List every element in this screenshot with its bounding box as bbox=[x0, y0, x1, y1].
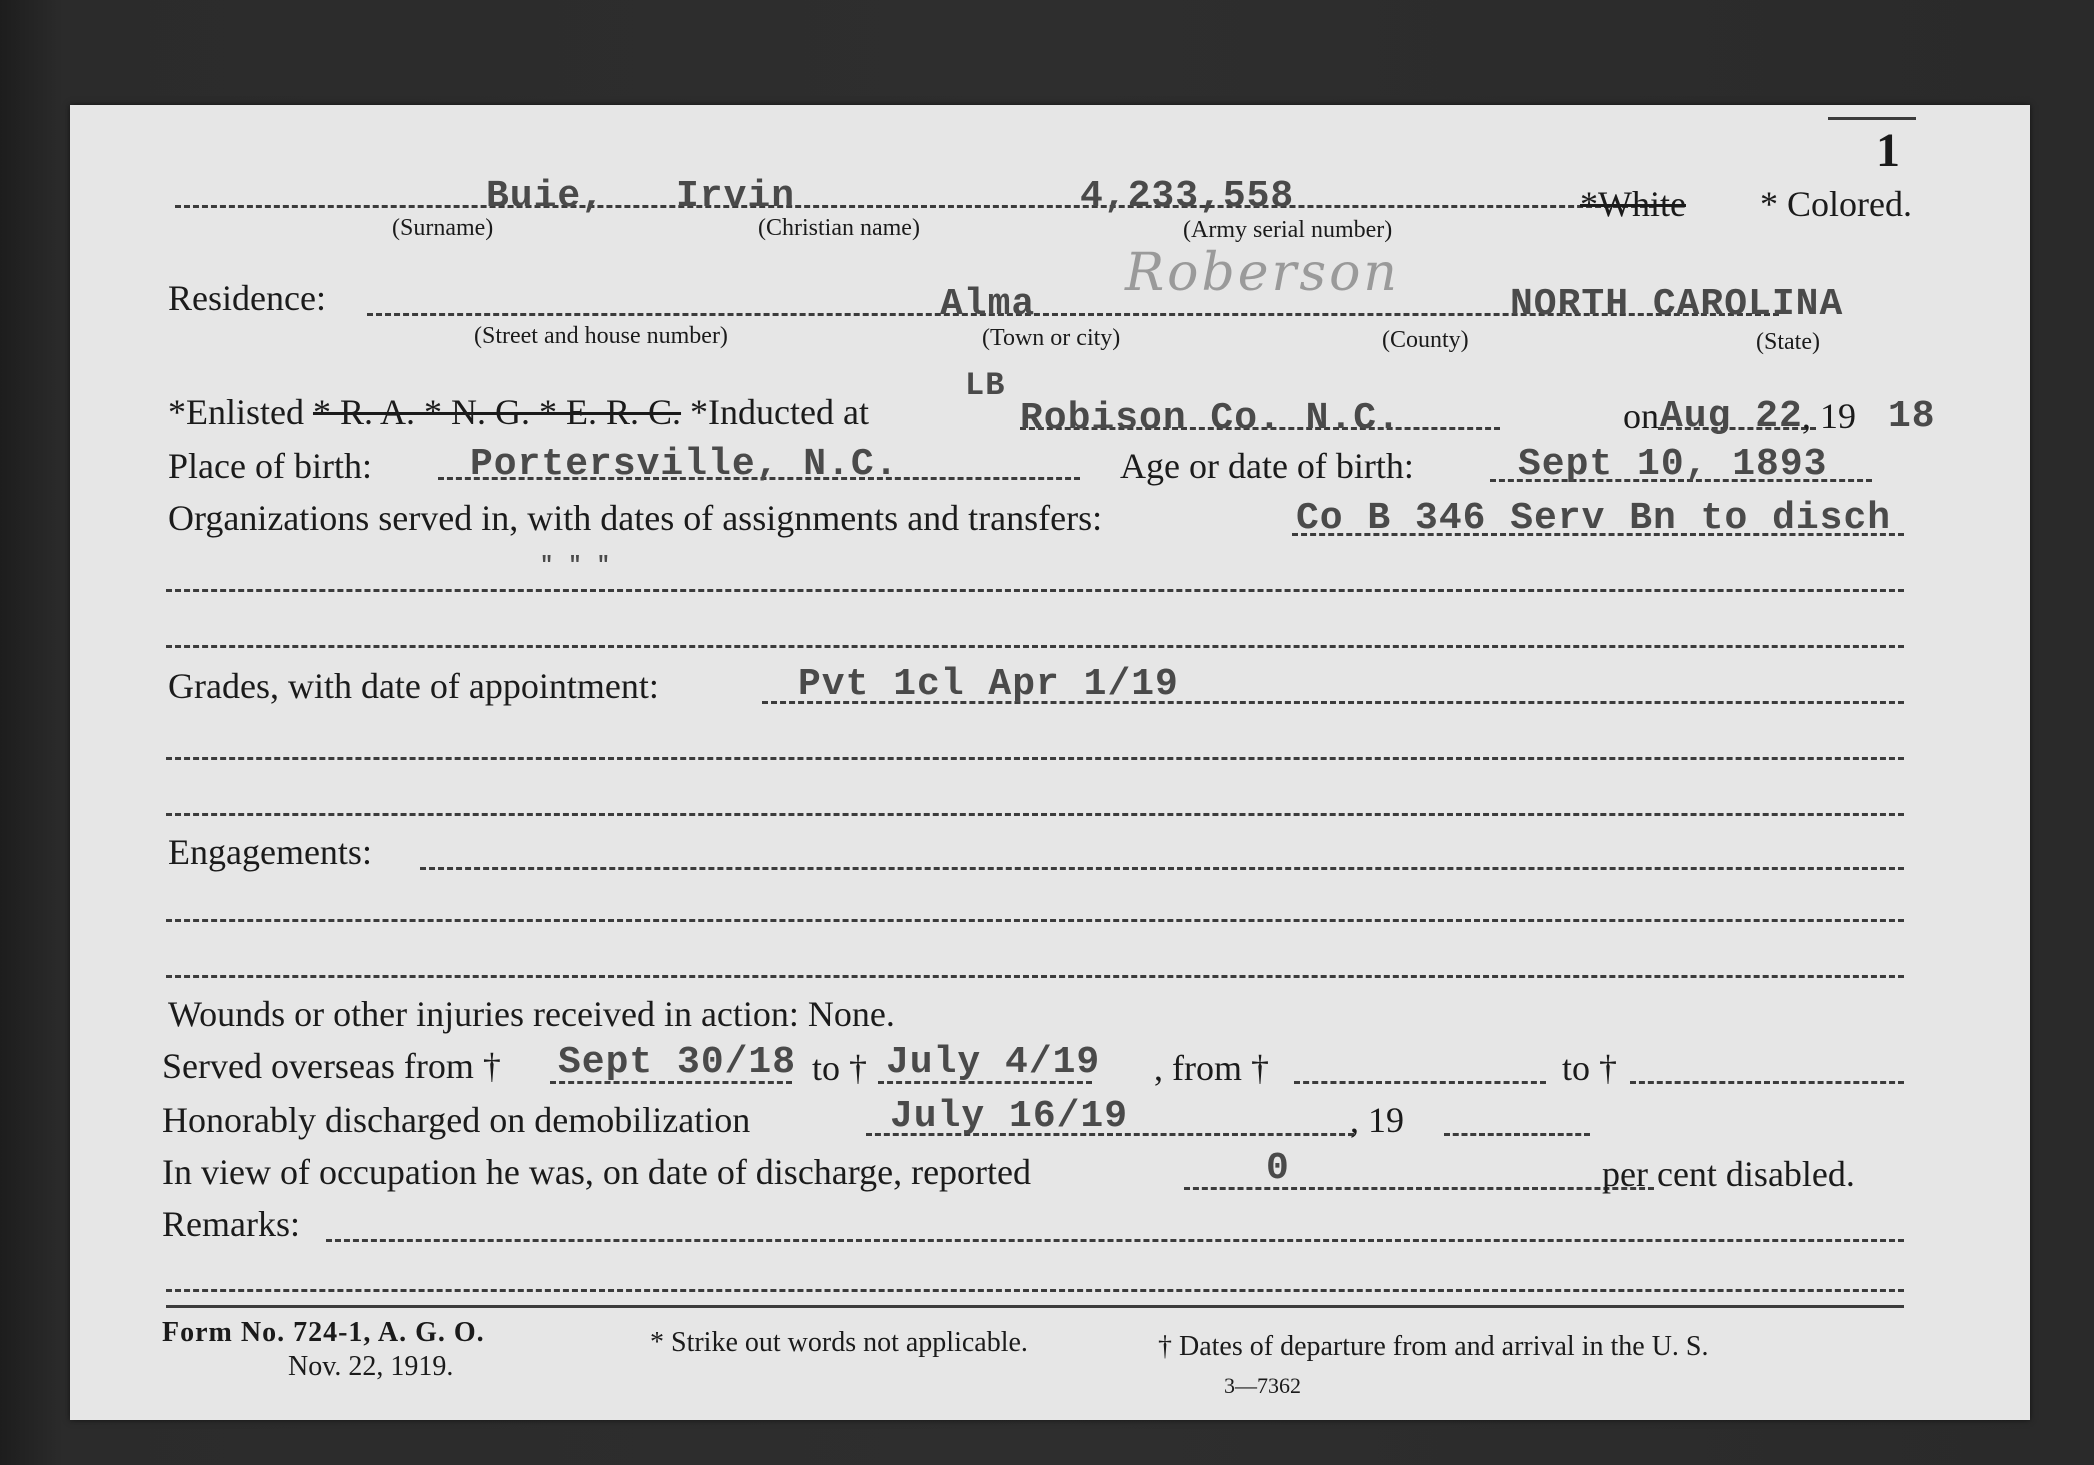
engagements-line-3 bbox=[166, 975, 1904, 978]
discharge-year-line bbox=[1444, 1133, 1590, 1136]
overseas-to-value: July 4/19 bbox=[886, 1041, 1101, 1084]
remarks-line-2 bbox=[166, 1289, 1904, 1292]
street-label: (Street and house number) bbox=[474, 323, 728, 349]
overseas-from-value: Sept 30/18 bbox=[558, 1041, 797, 1084]
birth-date-value: Sept 10, 1893 bbox=[1518, 443, 1828, 486]
state-value: NORTH CAROLINA bbox=[1510, 283, 1844, 326]
wounds-label: Wounds or other injuries received in action: None. bbox=[168, 994, 895, 1034]
engagements-line-1 bbox=[420, 867, 1904, 870]
overseas-to-label: to † bbox=[812, 1048, 868, 1088]
organizations-line-2 bbox=[166, 589, 1904, 592]
card-number-rule bbox=[1828, 117, 1916, 120]
serial-number-value: 4,233,558 bbox=[1080, 175, 1295, 218]
remarks-label: Remarks: bbox=[162, 1204, 300, 1244]
induction-year-prefix: , 19 bbox=[1802, 396, 1856, 436]
disability-suffix: per cent disabled. bbox=[1602, 1154, 1855, 1194]
organizations-label: Organizations served in, with dates of assignments and transfers: bbox=[168, 498, 1103, 538]
induction-year-value: 18 bbox=[1888, 395, 1936, 438]
residence-label: Residence: bbox=[168, 278, 326, 318]
grades-line-2 bbox=[166, 757, 1904, 760]
grades-value: Pvt 1cl Apr 1/19 bbox=[798, 663, 1179, 706]
overseas-from2-line bbox=[1294, 1081, 1546, 1084]
induction-note: LB bbox=[965, 367, 1006, 404]
birth-date-label: Age or date of birth: bbox=[1120, 446, 1414, 486]
birth-place-value: Portersville, N.C. bbox=[470, 443, 899, 486]
card-number: 1 bbox=[1876, 124, 1900, 177]
surname-value: Buie, bbox=[486, 175, 606, 218]
organizations-line-3 bbox=[166, 645, 1904, 648]
town-value: Alma bbox=[940, 283, 1036, 326]
discharge-label: Honorably discharged on demobilization bbox=[162, 1100, 751, 1140]
white-option: *White bbox=[1580, 184, 1686, 224]
form-number: Form No. 724-1, A. G. O. bbox=[162, 1317, 485, 1348]
disability-value: 0 bbox=[1266, 1147, 1290, 1190]
state-label: (State) bbox=[1756, 329, 1820, 355]
grades-label: Grades, with date of appointment: bbox=[168, 666, 659, 706]
birth-place-label: Place of birth: bbox=[168, 446, 372, 486]
enlisted-line: *Enlisted * R. A. * N. G. * E. R. C. *Inducted at bbox=[168, 392, 869, 432]
organizations-ditto: " " " bbox=[540, 553, 612, 578]
strike-note: * Strike out words not applicable. bbox=[650, 1327, 1028, 1358]
induction-on-label: on bbox=[1623, 396, 1659, 436]
discharge-year-label: , 19 bbox=[1350, 1100, 1404, 1140]
overseas-from2-label: , from † bbox=[1154, 1048, 1269, 1088]
induction-place-value: Robison Co. N.C. bbox=[1020, 397, 1401, 440]
overseas-to2-line bbox=[1630, 1081, 1904, 1084]
print-code: 3—7362 bbox=[1224, 1373, 1301, 1398]
grades-line-3 bbox=[166, 813, 1904, 816]
overseas-to2-label: to † bbox=[1562, 1048, 1618, 1088]
induction-date-value: Aug 22 bbox=[1660, 395, 1803, 438]
engagements-line-2 bbox=[166, 919, 1904, 922]
overseas-label: Served overseas from † bbox=[162, 1046, 501, 1086]
service-record-card bbox=[70, 105, 2030, 1420]
disability-line bbox=[1184, 1187, 1654, 1190]
name-line bbox=[175, 205, 1655, 208]
colored-option: * Colored. bbox=[1760, 184, 1912, 224]
county-label: (County) bbox=[1382, 327, 1469, 353]
surname-label: (Surname) bbox=[392, 215, 494, 241]
organizations-value: Co B 346 Serv Bn to disch bbox=[1296, 497, 1892, 540]
dates-note: † Dates of departure from and arrival in the U. S. bbox=[1158, 1331, 1709, 1362]
form-date: Nov. 22, 1919. bbox=[288, 1351, 454, 1382]
discharge-date-value: July 16/19 bbox=[890, 1095, 1129, 1138]
serial-number-label: (Army serial number) bbox=[1183, 217, 1393, 243]
christian-name-value: Irvin bbox=[676, 175, 796, 218]
town-label: (Town or city) bbox=[982, 325, 1121, 351]
remarks-line-1 bbox=[326, 1239, 1904, 1242]
christian-name-label: (Christian name) bbox=[758, 215, 920, 241]
disability-label: In view of occupation he was, on date of discharge, reported bbox=[162, 1152, 1032, 1192]
county-handwritten-value: Roberson bbox=[1125, 243, 1400, 303]
footer-rule bbox=[166, 1305, 1904, 1308]
engagements-label: Engagements: bbox=[168, 832, 372, 872]
